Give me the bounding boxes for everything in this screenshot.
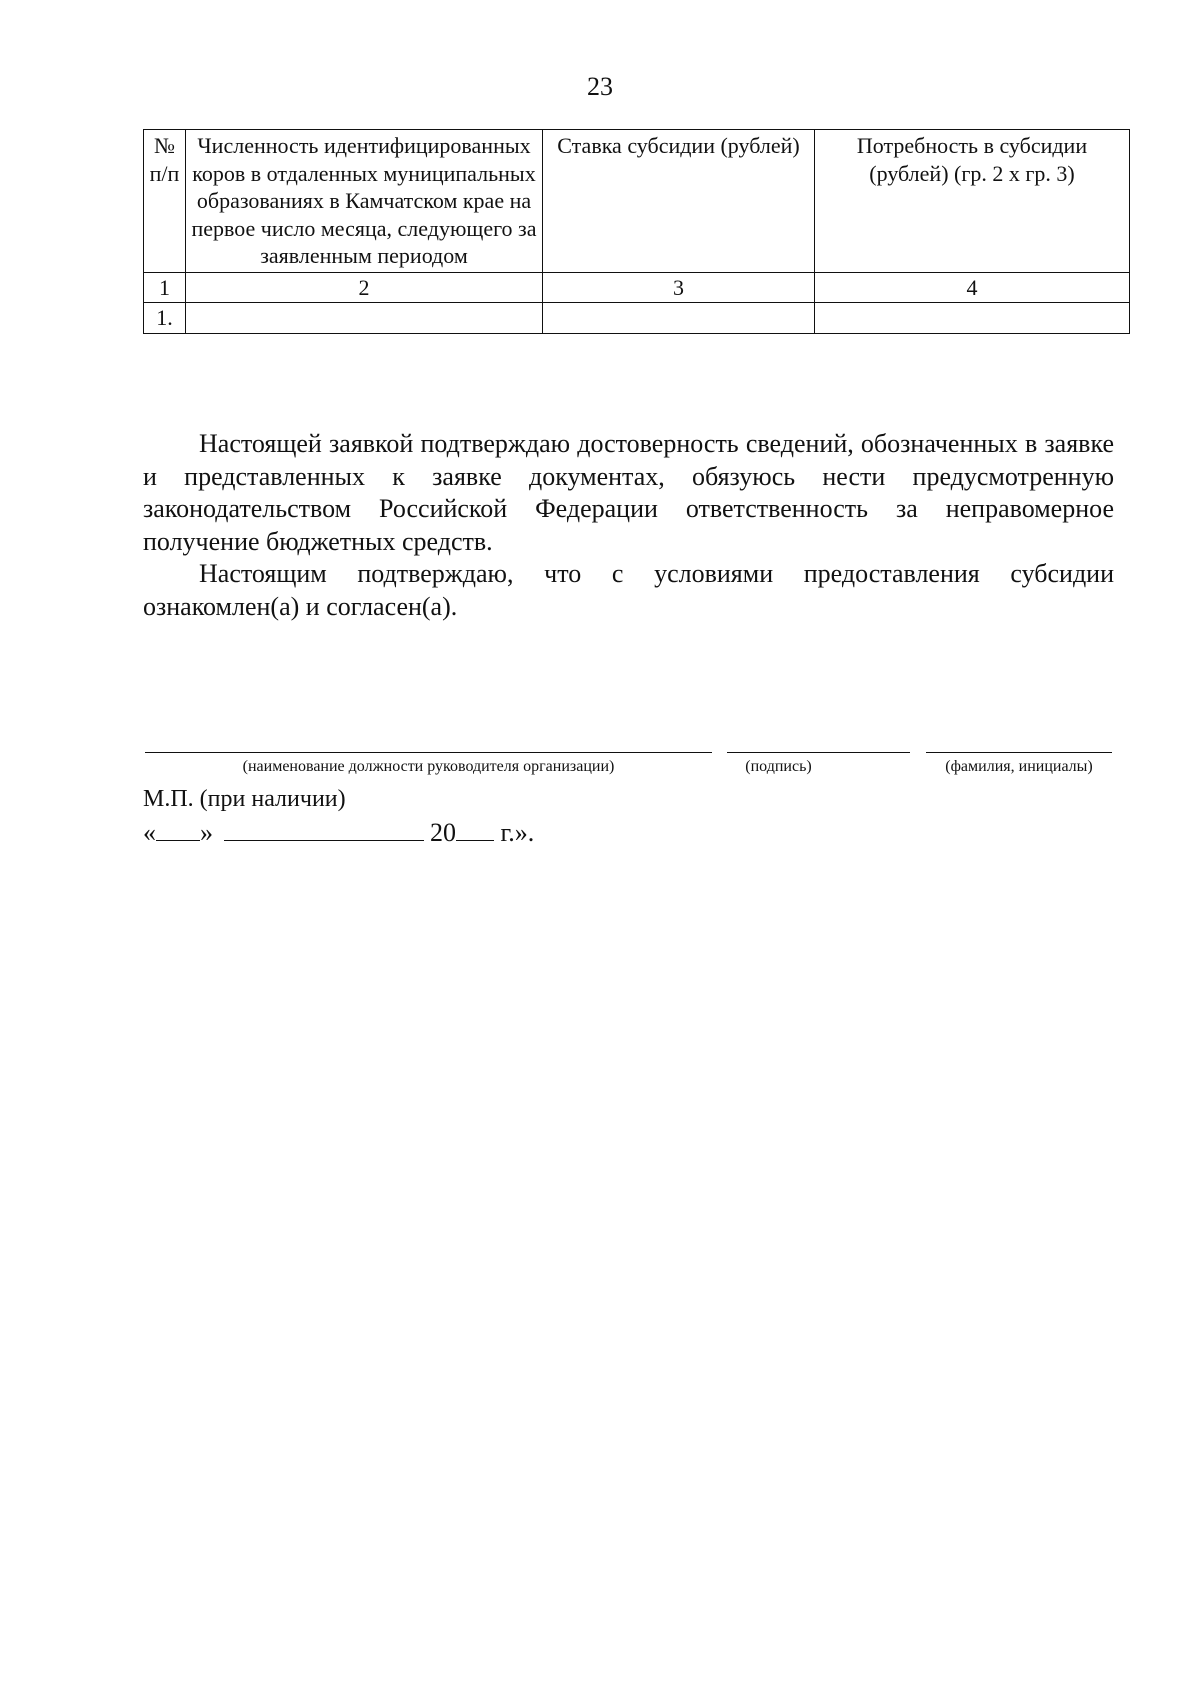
header-cell-number: № п/п — [144, 130, 186, 273]
table-header-row — [144, 130, 1130, 273]
date-year-blank[interactable] — [456, 818, 494, 841]
header-cell-subsidy-need: Потребность в субсидии (рублей) (гр. 2 х гр. 3) — [815, 130, 1130, 273]
declaration-paragraph: Настоящей заявкой подтверждаю достоверность сведений, обозначенных в заявке и представленных к заявке документах, обязуюсь нести предусмотренную законодательством Российской Федерации ответственность за неправомерное получение бюджетных средств. — [143, 429, 1114, 556]
table-cell: 1. — [144, 302, 186, 333]
column-number-cell: 4 — [815, 272, 1130, 302]
date-month-blank[interactable] — [224, 818, 424, 841]
signature-caption: (подпись) — [745, 758, 812, 775]
table-cell[interactable] — [543, 302, 815, 333]
subsidy-table — [143, 129, 1130, 334]
column-number-cell: 3 — [543, 272, 815, 302]
column-number-cell: 1 — [144, 272, 186, 302]
date-year-prefix: 20 — [430, 818, 456, 847]
position-signature-line[interactable] — [145, 752, 712, 753]
table-cell[interactable] — [815, 302, 1130, 333]
stamp-label: М.П. (при наличии) — [143, 786, 346, 812]
declaration-text — [143, 428, 1114, 623]
date-day-blank[interactable] — [156, 818, 200, 841]
signature-line[interactable] — [727, 752, 910, 753]
page-number: 23 — [587, 72, 613, 101]
position-caption: (наименование должности руководителя организации) — [242, 758, 615, 775]
date-suffix: г.». — [500, 818, 535, 847]
column-number-cell: 2 — [186, 272, 543, 302]
consent-paragraph: Настоящим подтверждаю, что с условиями предоставления субсидии ознакомлен(а) и согласен(а). — [143, 559, 1114, 621]
date-close-quote: » — [200, 818, 213, 847]
date-open-quote: « — [143, 818, 156, 847]
table-row — [144, 302, 1130, 333]
table-cell[interactable] — [186, 302, 543, 333]
name-caption: (фамилия, инициалы) — [945, 758, 1093, 775]
column-number-row — [144, 272, 1130, 302]
header-cell-cow-count: Численность идентифицированных коров в отдаленных муниципальных образованиях в Камчатском крае на первое число месяца, следующего за заявленным периодом — [186, 130, 543, 273]
header-cell-subsidy-rate: Ставка субсидии (рублей) — [543, 130, 815, 273]
name-signature-line[interactable] — [926, 752, 1112, 753]
date-line — [143, 818, 534, 848]
